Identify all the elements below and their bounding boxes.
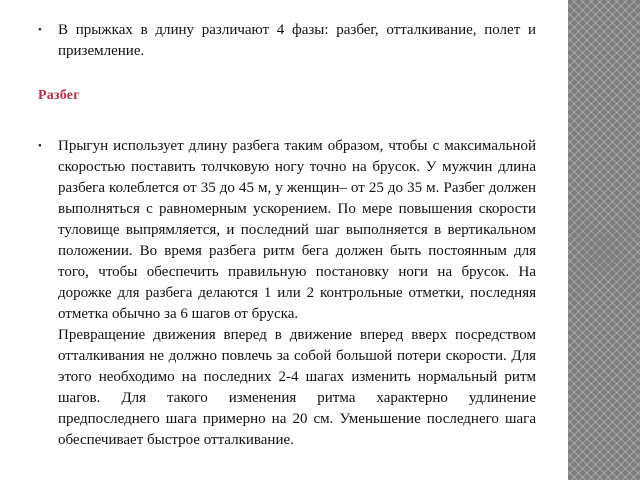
bullet-item <box>38 136 536 451</box>
bullet-icon: • <box>38 24 42 36</box>
bullet-text: В прыжках в длину различают 4 фазы: разбег, отталкивание, полет и приземление. <box>58 22 536 59</box>
slide-content <box>38 16 536 451</box>
section-heading: Разбег <box>38 88 80 103</box>
decorative-side-panel <box>568 0 640 480</box>
bullet-icon: • <box>38 140 42 152</box>
bullet-item <box>38 20 536 62</box>
bullet-text: Прыгун использует длину разбега таким образом, чтобы с максимальной скоростью поставить толчковую ногу точно на брусок. У мужчин длина разбега колеблется от 35 до 45 м, у женщин– от 25 до 35 м. Разбег должен выполняться с равномерным ускорением. По мере повышения скорости туловище выпрямляется, и последний шаг выполняется в вертикальном положении. Во время разбега ритм бега должен быть постоянным для того, чтобы обеспечить правильную постановку ноги на брусок. На дорожке для разбега делаются 1 или 2 контрольные отметки, последняя отметка обычно за 6 шагов от бруска. Превращение движения вперед в движение вперед вверх посредством отталкивания не должно повлечь за собой большой потери скорости. Для этого необходимо на последних 2-4 шагах изменить нормальный ритм шагов. Для такого изменения ритма характерно удлинение предпоследнего шага примерно на 20 см. Уменьшение последнего шага обеспечивает быстрое отталкивание. <box>58 138 536 448</box>
